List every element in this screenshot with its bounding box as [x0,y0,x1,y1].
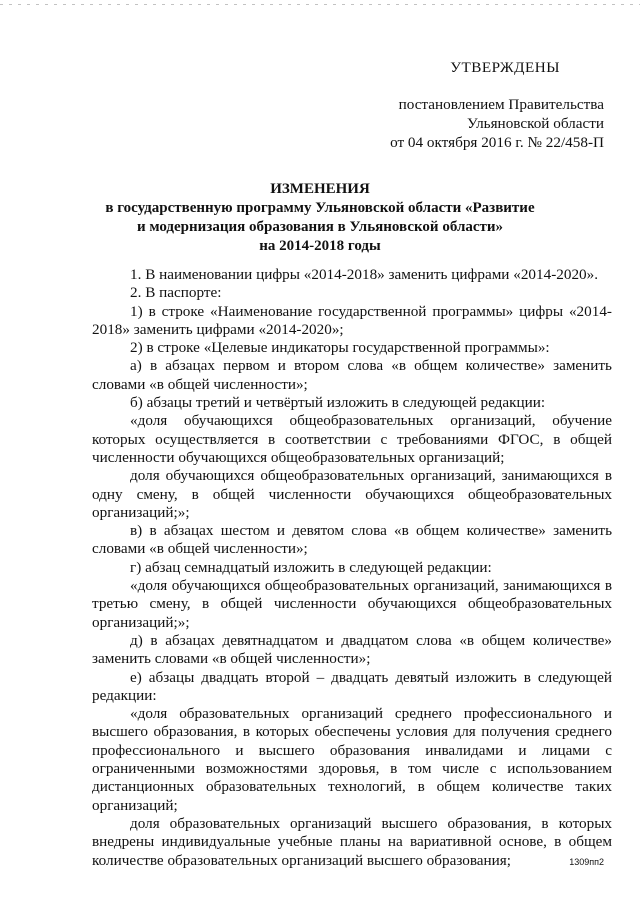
paragraph: д) в абзацах девятнадцатом и двадцатом слова «в общем количестве» заменить словами «в общей численности»; [92,631,612,668]
paragraph: 2. В паспорте: [130,284,222,302]
paragraph: г) абзац семнадцатый изложить в следующей редакции: [130,558,492,576]
paragraph: 2) в строке «Целевые индикаторы государственной программы»: [130,339,550,357]
document-code: 1309пп2 [569,857,604,867]
approval-line: от 04 октября 2016 г. № 22/458-П [390,134,604,151]
document-title [90,180,550,256]
paragraph: а) в абзацах первом и втором слова «в общем количестве» заменить словами «в общей численности»; [92,357,612,393]
title-line: на 2014-2018 годы [259,238,381,254]
approval-stamp [354,58,604,152]
paragraph: доля образовательных организаций высшего образования, в которых внедрены индивидуальные учебные планы на вариативной основе, в общем количестве образовательных организаций высшего образования; [92,814,612,869]
approval-line: Ульяновской области [467,115,604,132]
paragraph: «доля образовательных организаций среднего профессионального и высшего образования, в которых обеспечены условия для получения среднего профессионального и высшего образования инвалидами и лицами с ограниченными возможностями здоровья, в том числе с использованием дистанционных образовательных технологий, в общем количестве таких организаций; [92,705,612,814]
approval-line: постановлением Правительства [398,96,604,113]
paragraph: «доля обучающихся общеобразовательных организаций, обучение которых осуществляется в соответствии с требованиями ФГОС, в общей численности обучающихся общеобразовательных организаций; [92,412,612,466]
scan-artifact-line [0,2,640,8]
paragraph: доля обучающихся общеобразовательных организаций, занимающихся в одну смену, в общей численности обучающихся общеобразовательных организаций;»; [92,467,612,521]
title-line: ИЗМЕНЕНИЯ [270,181,370,197]
approval-heading: УТВЕРЖДЕНЫ [450,59,560,76]
paragraph: 1. В наименовании цифры «2014-2018» заменить цифрами «2014-2020». [130,266,599,283]
document-body [92,266,612,870]
paragraph: «доля обучающихся общеобразовательных организаций, занимающихся в третью смену, в общей численности обучающихся общеобразовательных организаций;»; [92,577,612,631]
paragraph: в) в абзацах шестом и девятом слова «в общем количестве» заменить словами «в общей численности»; [92,522,612,558]
paragraph: е) абзацы двадцать второй – двадцать девятый изложить в следующей редакции: [92,668,612,704]
paragraph: 1) в строке «Наименование государственной программы» цифры «2014-2018» заменить цифрами «2014-2020»; [92,302,612,338]
title-line: и модернизация образования в Ульяновской области» [136,219,504,235]
paragraph: б) абзацы третий и четвёртый изложить в следующей редакции: [130,394,546,412]
title-line: в государственную программу Ульяновской области «Развитие [105,200,535,216]
